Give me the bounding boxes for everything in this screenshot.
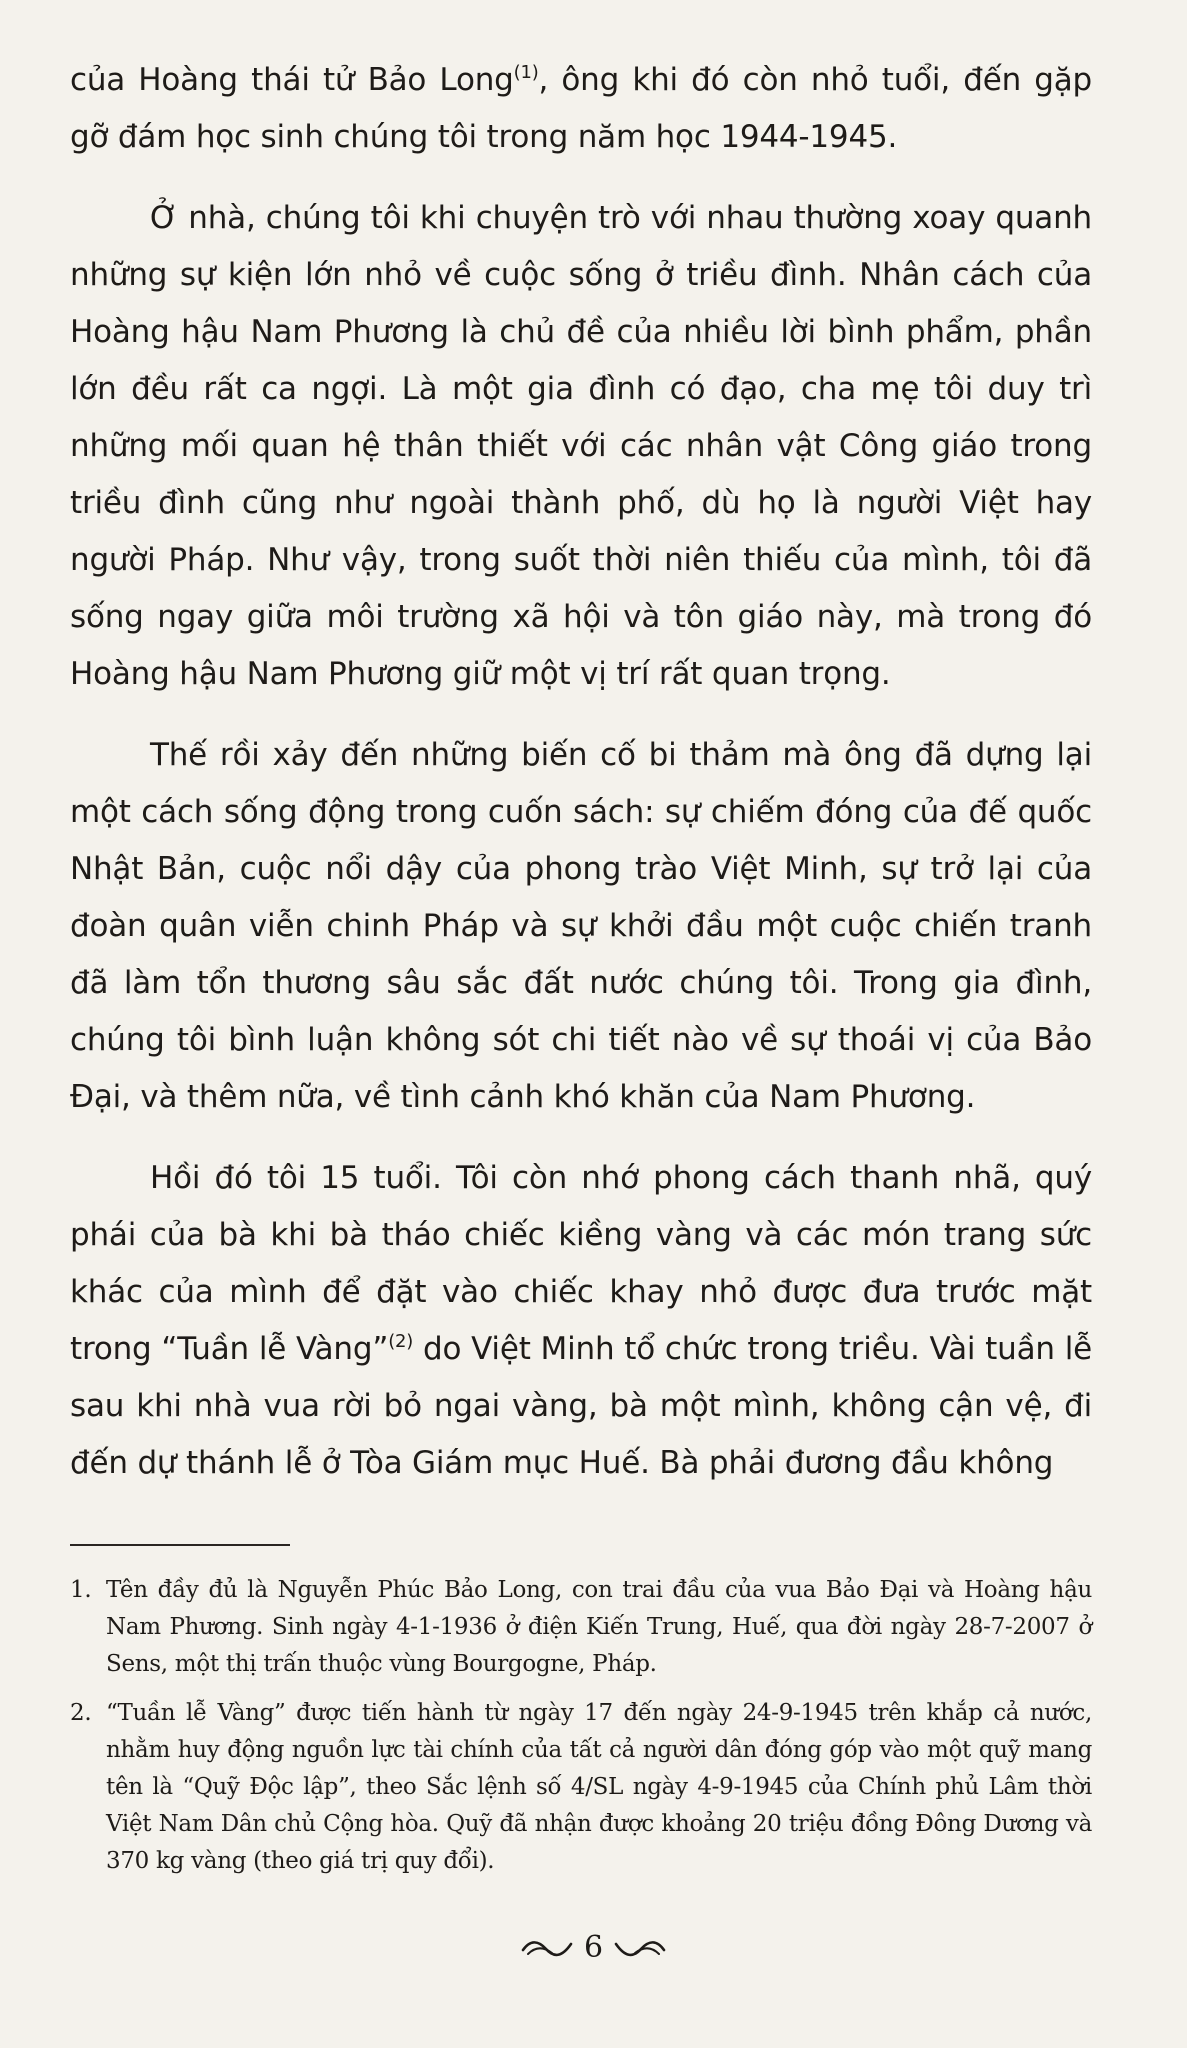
footnote [70,1695,1092,1880]
paragraph [70,1150,1092,1492]
swash-ornament-left-icon [520,1938,574,1958]
paragraph [70,727,1092,1126]
footnote-text: Tên đầy đủ là Nguyễn Phúc Bảo Long, con trai đầu của vua Bảo Đại và Hoàng hậu Nam Phương. Sinh ngày 4-1-1936 ở điện Kiến Trung, Huế, qua đời ngày 28-7-2007 ở Sens, một thị trấn thuộc vùng Bourgogne, Pháp. [106,1577,1092,1677]
footnote-reference: (1) [513,62,539,83]
paragraph-text: , ông khi đó còn nhỏ tuổi, đến gặp gỡ đám học sinh chúng tôi trong năm học 1944-1945. [70,62,1092,155]
footnote-text: “Tuần lễ Vàng” được tiến hành từ ngày 17 đến ngày 24-9-1945 trên khắp cả nước, nhằm huy động nguồn lực tài chính của tất cả người dân đóng góp vào một quỹ mang tên là “Quỹ Độc lập”, theo Sắc lệnh số 4/SL ngày 4-9-1945 của Chính phủ Lâm thời Việt Nam Dân chủ Cộng hòa. Quỹ đã nhận được khoảng 20 triệu đồng Đông Dương và 370 kg vàng (theo giá trị quy đổi). [106,1700,1092,1874]
footnote-number: 2. [70,1700,92,1726]
footnote-number: 1. [70,1577,92,1603]
footnotes [70,1572,1092,1880]
main-text [70,52,1092,1492]
paragraph-text: của Hoàng thái tử Bảo Long [70,62,514,98]
paragraph [70,52,1092,166]
page-folio [0,1930,1187,1965]
page-number: 6 [583,1930,604,1965]
paragraph [70,190,1092,703]
footnote [70,1572,1092,1683]
swash-ornament-right-icon [613,1938,667,1958]
paragraph-text: Hồi đó tôi 15 tuổi. Tôi còn nhớ phong cách thanh nhã, quý phái của bà khi bà tháo chiếc kiềng vàng và các món trang sức khác của mình để đặt vào chiếc khay nhỏ được đưa trước mặt trong “Tuần lễ Vàng” [70,1160,1092,1367]
footnote-reference: (2) [388,1331,414,1352]
paragraph-text: Ở nhà, chúng tôi khi chuyện trò với nhau thường xoay quanh những sự kiện lớn nhỏ về cuộc sống ở triều đình. Nhân cách của Hoàng hậu Nam Phương là chủ đề của nhiều lời bình phẩm, phần lớn đều rất ca ngợi. Là một gia đình có đạo, cha mẹ tôi duy trì những mối quan hệ thân thiết với các nhân vật Công giáo trong triều đình cũng như ngoài thành phố, dù họ là người Việt hay người Pháp. Như vậy, trong suốt thời niên thiếu của mình, tôi đã sống ngay giữa môi trường xã hội và tôn giáo này, mà trong đó Hoàng hậu Nam Phương giữ một vị trí rất quan trọng. [70,200,1092,692]
paragraph-text: do Việt Minh tổ chức trong triều. Vài tuần lễ sau khi nhà vua rời bỏ ngai vàng, bà một mình, không cận vệ, đi đến dự thánh lễ ở Tòa Giám mục Huế. Bà phải đương đầu không [70,1331,1092,1481]
footnote-separator [70,1544,290,1546]
paragraph-text: Thế rồi xảy đến những biến cố bi thảm mà ông đã dựng lại một cách sống động trong cuốn sách: sự chiếm đóng của đế quốc Nhật Bản, cuộc nổi dậy của phong trào Việt Minh, sự trở lại của đoàn quân viễn chinh Pháp và sự khởi đầu một cuộc chiến tranh đã làm tổn thương sâu sắc đất nước chúng tôi. Trong gia đình, chúng tôi bình luận không sót chi tiết nào về sự thoái vị của Bảo Đại, và thêm nữa, về tình cảnh khó khăn của Nam Phương. [70,737,1092,1115]
